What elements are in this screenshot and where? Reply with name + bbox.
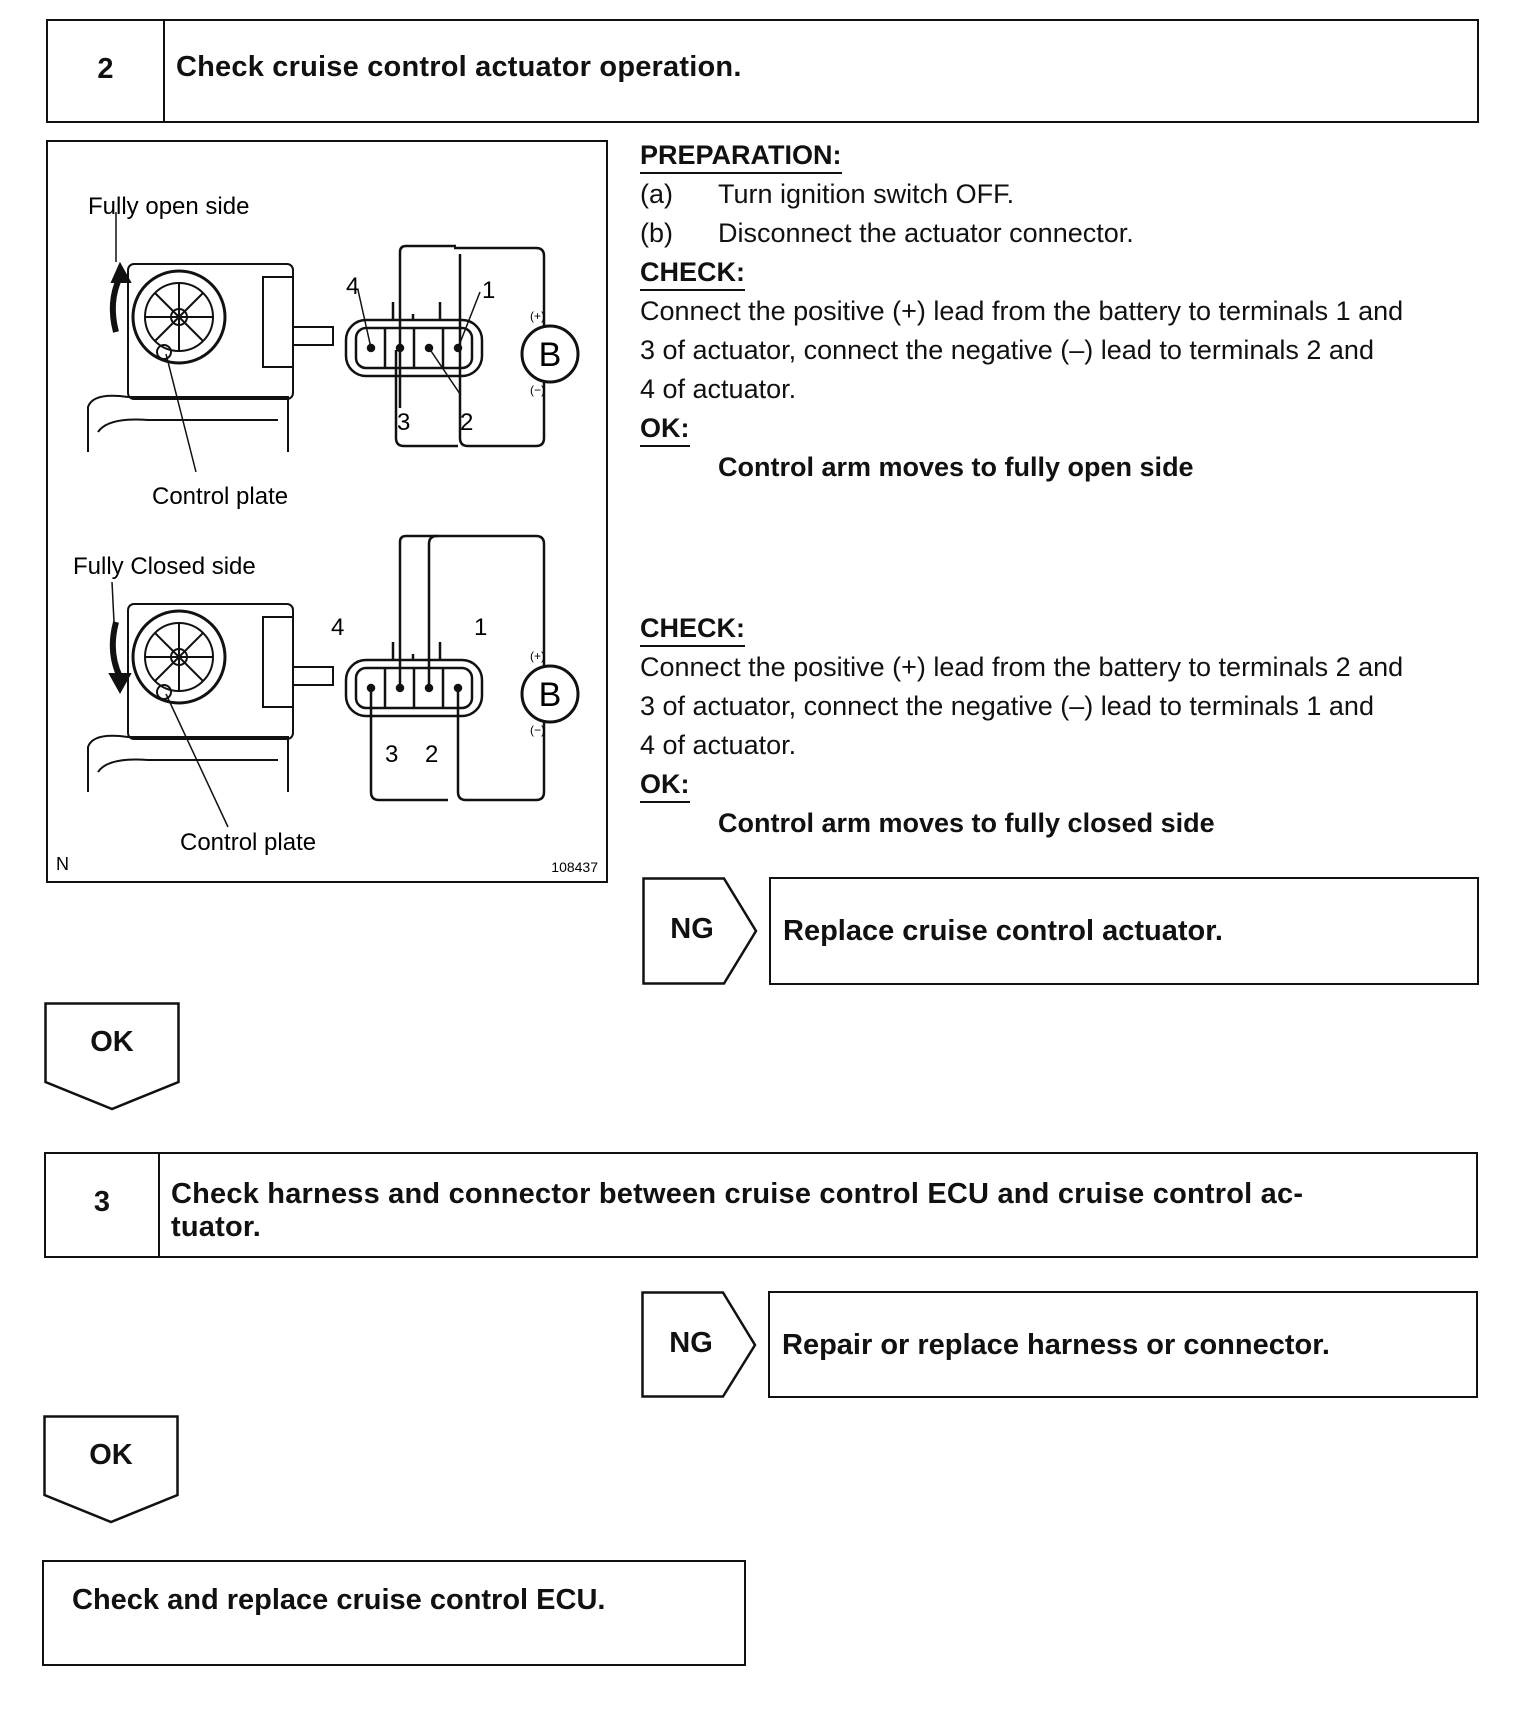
- ok-arrow-1: [44, 1002, 180, 1110]
- ng-result: Repair or replace harness or connector.: [768, 1291, 1478, 1398]
- battery-minus-label: (−): [530, 383, 545, 397]
- step-number: 3: [46, 1154, 160, 1256]
- preparation-label: PREPARATION:: [640, 138, 842, 174]
- prep-step-b: (b) Disconnect the actuator connector.: [640, 218, 1134, 248]
- actuator-figure: [46, 140, 608, 883]
- actuator-drawing: [88, 212, 333, 472]
- check-text: 3 of actuator, connect the negative (–) lead to terminals 1 and: [640, 691, 1374, 721]
- ng-branch-1: [642, 877, 1479, 985]
- instructions-2: [640, 609, 1403, 843]
- terminal-4-label: 4: [346, 273, 360, 300]
- check-label: CHECK:: [640, 611, 745, 647]
- check-text: 4 of actuator.: [640, 730, 797, 760]
- fully-closed-panel: [73, 536, 578, 856]
- step-number: 2: [48, 21, 165, 121]
- battery-symbol: B: [538, 336, 562, 374]
- check-text: Connect the positive (+) lead from the battery to terminals 2 and: [640, 652, 1404, 682]
- final-action-text: Check and replace cruise control ECU.: [72, 1584, 606, 1616]
- check-text: 3 of actuator, connect the negative (–) lead to terminals 2 and: [640, 335, 1374, 365]
- step-3-header: [44, 1152, 1478, 1258]
- terminal-2-label: 2: [460, 409, 474, 436]
- final-action-box: [42, 1560, 746, 1666]
- terminal-1-label: 1: [482, 277, 496, 304]
- step-title: Check cruise control actuator operation.: [176, 51, 742, 83]
- battery-symbol: B: [538, 676, 562, 714]
- terminal-2-label: 2: [425, 741, 439, 768]
- fully-open-panel: [88, 193, 578, 510]
- prep-step-a: (a) Turn ignition switch OFF.: [640, 179, 1015, 209]
- check-text: 4 of actuator.: [640, 374, 797, 404]
- ok-label: OK:: [640, 767, 690, 803]
- figure-id: 108437: [551, 859, 598, 875]
- figure-corner-letter: N: [56, 854, 69, 874]
- control-plate-label: Control plate: [152, 483, 289, 510]
- ok-result: Control arm moves to fully closed side: [718, 808, 1215, 838]
- ok-arrow-2: [43, 1415, 179, 1523]
- terminal-3-label: 3: [385, 741, 399, 768]
- ok-label: OK:: [640, 411, 690, 447]
- ng-label: NG: [670, 913, 714, 945]
- ok-label: OK: [89, 1439, 133, 1471]
- terminal-1-label: 1: [474, 614, 488, 641]
- battery-minus-label: (−): [530, 723, 545, 737]
- actuator-diagram: [48, 142, 605, 880]
- connector-drawing: [346, 536, 578, 800]
- ng-result: Replace cruise control actuator.: [769, 877, 1479, 985]
- control-plate-label: Control plate: [180, 829, 317, 856]
- instructions: [640, 136, 1403, 487]
- actuator-drawing: [88, 582, 333, 827]
- terminal-4-label: 4: [331, 614, 345, 641]
- check-label: CHECK:: [640, 255, 745, 291]
- ok-result: Control arm moves to fully open side: [718, 452, 1194, 482]
- ng-branch-2: [641, 1291, 1478, 1398]
- step-title: Check harness and connector between cruise control ECU and cruise control ac- tuator.: [171, 1178, 1304, 1243]
- ng-label: NG: [669, 1327, 713, 1359]
- battery-plus-label: (+): [530, 309, 545, 323]
- battery-plus-label: (+): [530, 649, 545, 663]
- fully-open-label: Fully open side: [88, 193, 250, 220]
- ok-label: OK: [90, 1026, 134, 1058]
- terminal-3-label: 3: [397, 409, 411, 436]
- step-2-header: [46, 19, 1479, 123]
- check-text: Connect the positive (+) lead from the battery to terminals 1 and: [640, 296, 1404, 326]
- fully-closed-label: Fully Closed side: [73, 553, 256, 580]
